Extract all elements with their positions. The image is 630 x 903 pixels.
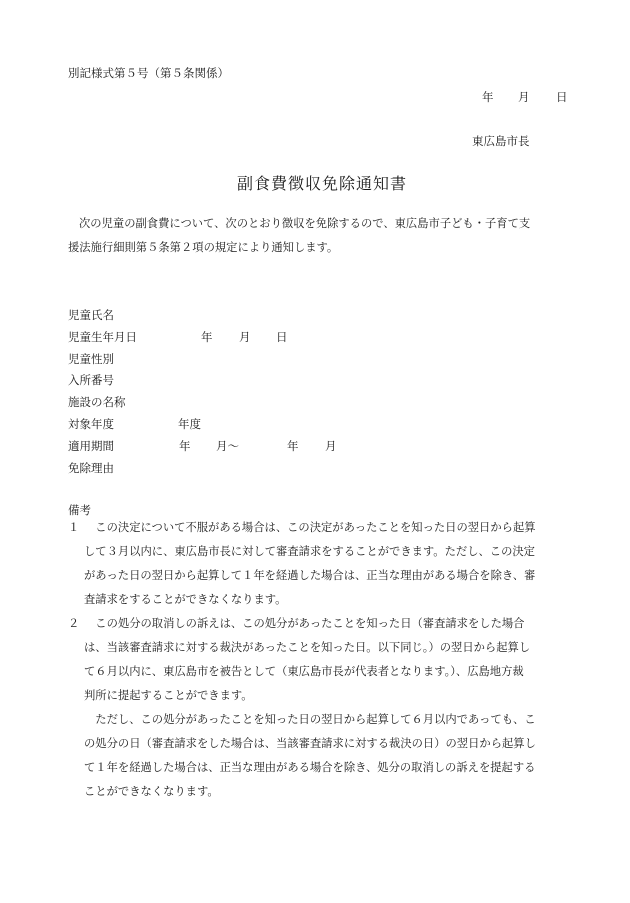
remark-2-line-1: この処分の取消しの訴えは、この処分があったことを知った日（審査請求をした場合 — [84, 617, 525, 630]
remark-2-line-5: ただし、この処分があったことを知った日の翌日から起算して６月以内であっても、こ — [84, 713, 536, 726]
field-period-month-end: 月 — [325, 439, 337, 453]
field-birth-day: 日 — [276, 330, 288, 344]
field-birth-year: 年 — [201, 330, 213, 344]
field-admission-no-label: 入所番号 — [68, 373, 114, 387]
field-birth-month: 月 — [239, 330, 251, 344]
remarks-list — [68, 516, 573, 804]
field-target-year-unit: 年度 — [178, 417, 201, 431]
remark-2-line-3: て６月以内に、東広島市を被告として（東広島市長が代表者となります。）、広島地方裁 — [84, 665, 524, 678]
field-period-month-start: 月～ — [216, 439, 239, 453]
remark-number-2: ２ — [68, 617, 80, 630]
field-reason-label: 免除理由 — [68, 461, 114, 475]
field-period-year-end: 年 — [287, 439, 299, 453]
field-period-year-start: 年 — [179, 439, 191, 453]
intro-paragraph — [68, 212, 568, 260]
remarks-heading: 備考 — [68, 503, 91, 517]
remark-2-line-4: 判所に提起することができます。 — [84, 689, 253, 702]
date-year: 年 — [482, 90, 494, 104]
intro-line-1: 次の児童の副食費について、次のとおり徴収を免除するので、東広島市子ども・子育て支 — [79, 217, 531, 230]
remark-2-line-7: て１年を経過した場合は、正当な理由がある場合を除き、処分の取消しの訴えを提起する — [84, 761, 536, 774]
remark-1-line-2: して３月以内に、東広島市長に対して審査請求をすることができます。ただし、この決定 — [84, 545, 535, 558]
field-period-label: 適用期間 — [68, 439, 114, 453]
date-day: 日 — [556, 90, 568, 104]
issuer-name: 東広島市長 — [472, 134, 530, 148]
date-month: 月 — [518, 90, 530, 104]
form-label: 別記様式第５号（第５条関係） — [68, 66, 229, 80]
remark-2-line-6: の処分の日（審査請求をした場合は、当該審査請求に対する裁決の日）の翌日から起算し — [84, 737, 536, 750]
intro-line-2: 援法施行細則第５条第２項の規定により通知します。 — [68, 241, 339, 254]
remark-1-line-4: 査請求をすることができなくなります。 — [84, 593, 287, 606]
field-birth-date-label: 児童生年月日 — [68, 330, 137, 344]
field-child-name-label: 児童氏名 — [68, 308, 114, 322]
remark-item-2 — [68, 612, 573, 804]
field-facility-label: 施設の名称 — [68, 395, 126, 409]
remark-number-1: １ — [68, 521, 80, 534]
remark-2-line-2: は、当該審査請求に対する裁決があったことを知った日。以下同じ。）の翌日から起算し — [84, 641, 531, 654]
remark-2-line-8: ことができなくなります。 — [84, 785, 219, 798]
field-target-year-label: 対象年度 — [68, 417, 114, 431]
date-line — [482, 90, 572, 104]
document-title: 副食費徴収免除通知書 — [237, 174, 408, 193]
remark-1-line-3: があった日の翌日から起算して１年を経過した場合は、正当な理由がある場合を除き、審 — [84, 569, 536, 582]
field-gender-label: 児童性別 — [68, 352, 114, 366]
remark-item-1 — [68, 516, 573, 612]
remark-1-line-1: この決定について不服がある場合は、この決定があったことを知った日の翌日から起算 — [84, 521, 536, 534]
